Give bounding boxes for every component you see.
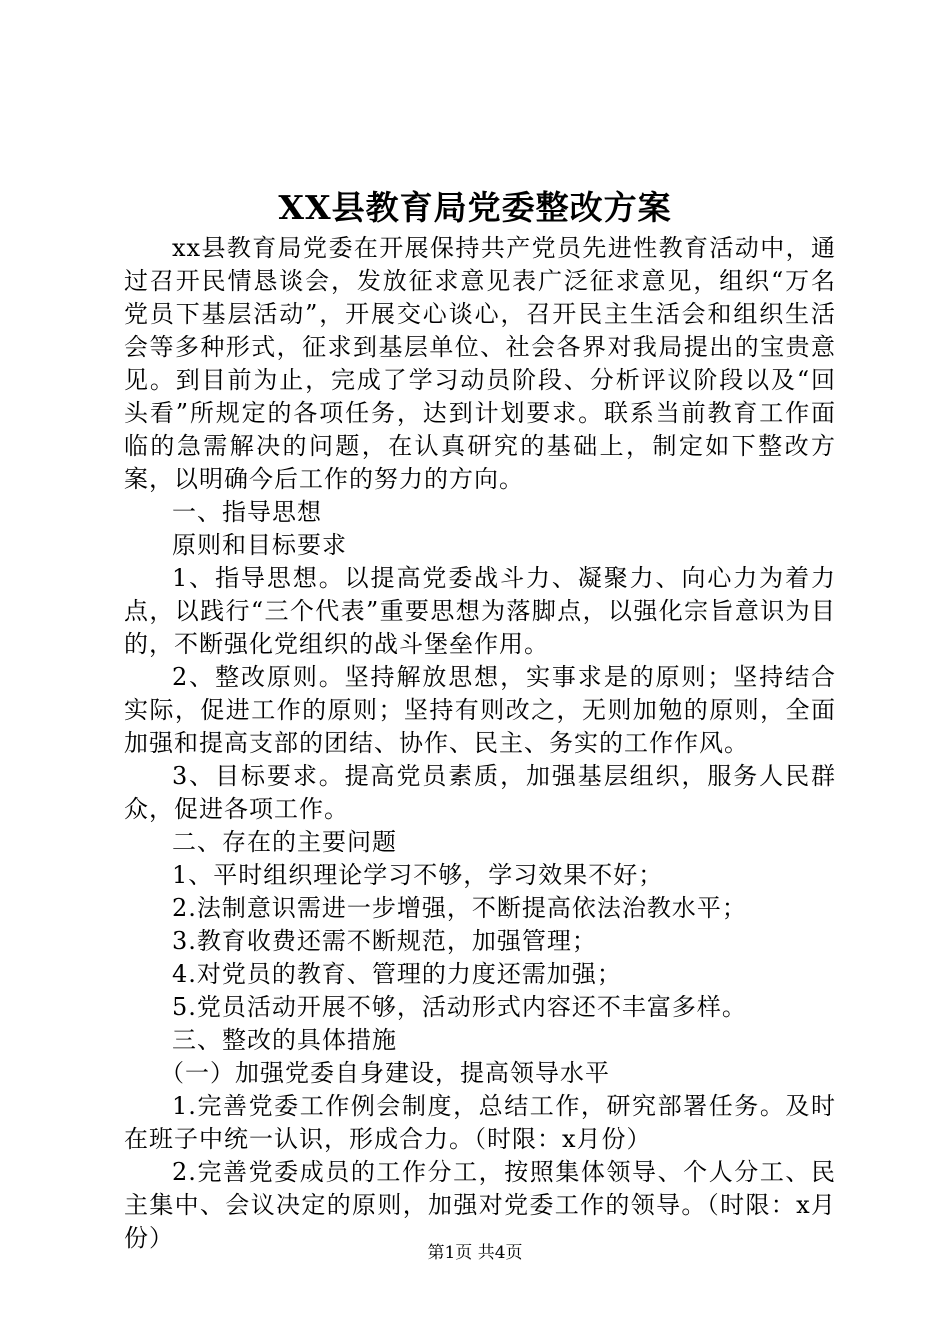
- paragraph-target-requirements: 3、目标要求。提高党员素质，加强基层组织，服务人民群众，促进各项工作。: [124, 762, 836, 823]
- list-item-problem-2: 2.法制意识需进一步增强，不断提高依法治教水平；: [172, 894, 747, 922]
- list-item-measure-1: 1.完善党委工作例会制度，总结工作，研究部署任务。及时在班子中统一认识，形成合力。（时限：x月份）: [124, 1092, 836, 1153]
- list-item-problem-3: 3.教育收费还需不断规范，加强管理；: [172, 927, 597, 955]
- paragraph-guiding-ideology: 1、指导思想。以提高党委战斗力、凝聚力、向心力为着力点，以践行“三个代表”重要思想为落脚点，以强化宗旨意识为目的，不断强化党组织的战斗堡垒作用。: [124, 564, 836, 658]
- heading-principles-goals: 原则和目标要求: [172, 531, 347, 559]
- subheading-party-building: （一）加强党委自身建设，提高领导水平: [160, 1059, 610, 1087]
- paragraph-rectification-principles: 2、整改原则。坚持解放思想，实事求是的原则；坚持结合实际，促进工作的原则；坚持有则改之，无则加勉的原则，全面加强和提高支部的团结、协作、民主、务实的工作作风。: [124, 663, 836, 757]
- paragraph-intro: xx县教育局党委在开展保持共产党员先进性教育活动中，通过召开民情恳谈会，发放征求意见表广泛征求意见，组织“万名党员下基层活动”，开展交心谈心，召开民主生活会和组织生活会等多种形式，征求到基层单位、社会各界对我局提出的宝贵意见。到目前为止，完成了学习动员阶段、分析评议阶段以及“回头看”所规定的各项任务，达到计划要求。联系当前教育工作面临的急需解决的问题，在认真研究的基础上，制定如下整改方案，以明确今后工作的努力的方向。: [124, 234, 836, 493]
- document-title: XX县教育局党委整改方案: [278, 188, 672, 227]
- page-number: 第1页 共4页: [427, 1243, 523, 1263]
- heading-guiding-ideology: 一、指导思想: [172, 498, 322, 526]
- list-item-measure-2: 2.完善党委成员的工作分工，按照集体领导、个人分工、民主集中、会议决定的原则，加强对党委工作的领导。（时限：x月份）: [124, 1158, 836, 1252]
- list-item-problem-1: 1、平时组织理论学习不够，学习效果不好；: [172, 861, 664, 889]
- heading-main-problems: 二、存在的主要问题: [172, 828, 397, 856]
- list-item-problem-4: 4.对党员的教育、管理的力度还需加强；: [172, 960, 622, 988]
- list-item-problem-5: 5.党员活动开展不够，活动形式内容还不丰富多样。: [172, 993, 747, 1021]
- document-body: [124, 232, 836, 1255]
- heading-measures: 三、整改的具体措施: [172, 1026, 397, 1054]
